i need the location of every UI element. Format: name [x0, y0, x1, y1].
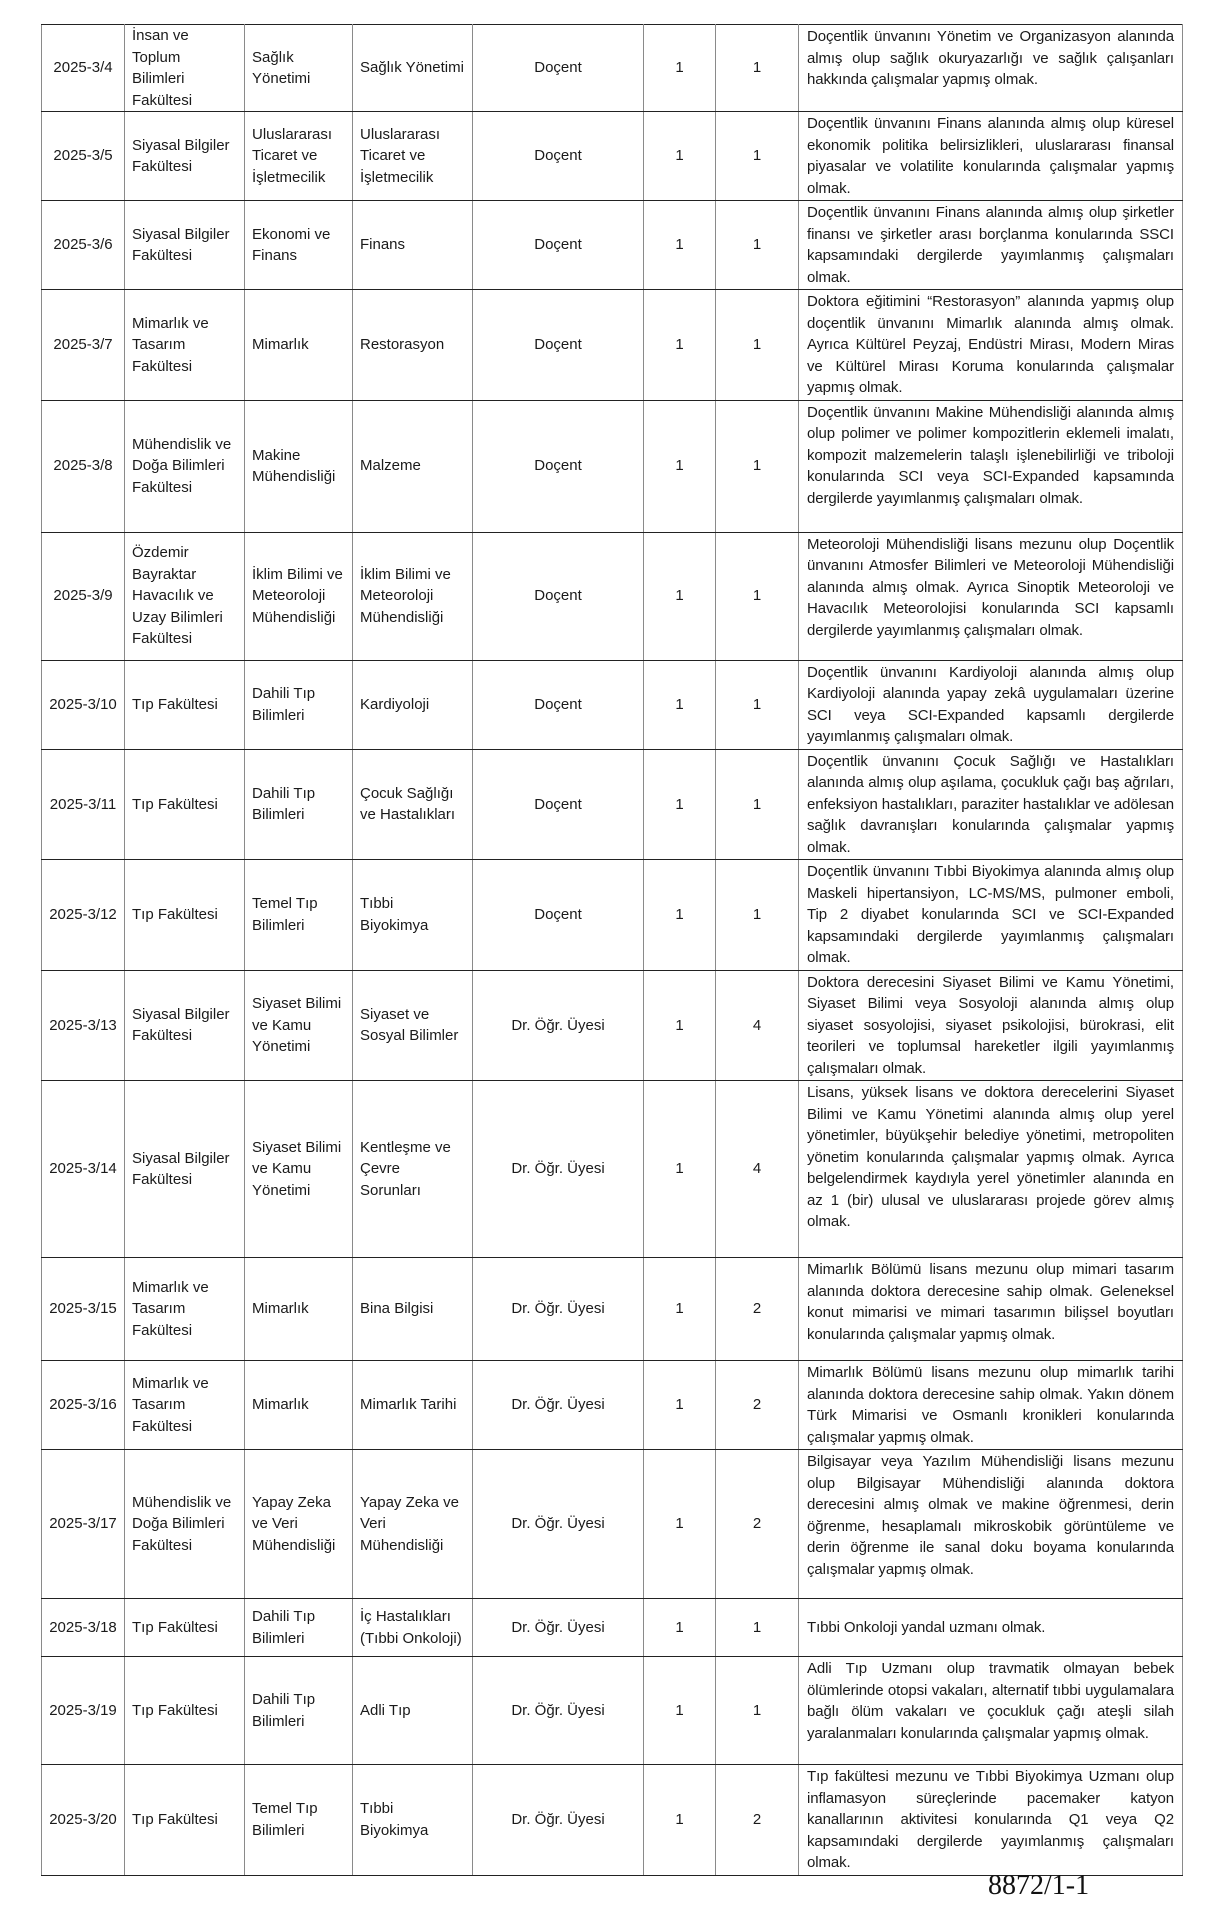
position-conditions: Adli Tıp Uzmanı olup travmatik olmayan bebek ölümlerinde otopsi vakaları, alternatif tıbbi uygulamalara bağlı ölüm vakaları ve çocukluk çağı ateşli silah yaralanmaları konularında çalışmalar yapmış olmak.	[799, 1657, 1183, 1765]
position-conditions: Mimarlık Bölümü lisans mezunu olup mimarlık tarihi alanında doktora derecesine sahip olmak. Yakın dönem Türk Mimarisi ve Osmanlı kronikleri konularında çalışmalar yapmış olmak.	[799, 1361, 1183, 1450]
academic-title: Dr. Öğr. Üyesi	[473, 1657, 644, 1765]
program-name: Siyaset ve Sosyal Bilimler	[353, 970, 473, 1081]
position-count-secondary: 1	[716, 400, 799, 532]
position-count: 1	[644, 1599, 716, 1657]
academic-title: Dr. Öğr. Üyesi	[473, 970, 644, 1081]
program-name: Tıbbi Biyokimya	[353, 860, 473, 971]
position-conditions: Doçentlik ünvanını Kardiyoloji alanında almış olup Kardiyoloji alanında yapay zekâ uygulamaları üzerine SCI veya SCI-Expanded kapsamlı dergilerde yayımlanmış çalışmaları olmak.	[799, 660, 1183, 749]
table-row	[42, 532, 1183, 660]
program-name: Finans	[353, 201, 473, 290]
program-name: Adli Tıp	[353, 1657, 473, 1765]
faculty-name: Tıp Fakültesi	[125, 1599, 245, 1657]
program-name: Kentleşme ve Çevre Sorunları	[353, 1081, 473, 1258]
position-code: 2025-3/14	[42, 1081, 125, 1258]
position-code: 2025-3/4	[42, 25, 125, 112]
position-count: 1	[644, 1258, 716, 1361]
table-row	[42, 1258, 1183, 1361]
department-name: İklim Bilimi ve Meteoroloji Mühendisliği	[245, 532, 353, 660]
faculty-name: Siyasal Bilgiler Fakültesi	[125, 1081, 245, 1258]
academic-title: Dr. Öğr. Üyesi	[473, 1258, 644, 1361]
position-count-secondary: 4	[716, 1081, 799, 1258]
position-conditions: Mimarlık Bölümü lisans mezunu olup mimari tasarım alanında doktora derecesine sahip olmak. Geleneksel konut mimarisi ve mimari tasarımın bilişsel boyutları konularında çalışmalar yapmış olmak.	[799, 1258, 1183, 1361]
faculty-name: Tıp Fakültesi	[125, 1657, 245, 1765]
position-conditions: Doçentlik ünvanını Çocuk Sağlığı ve Hastalıkları alanında almış olup aşılama, çocukluk çağı baş ağrıları, enfeksiyon hastalıkları, paraziter hastalıklar ve adölesan sağlık davranışları konularında çalışmalar yapmış olmak.	[799, 749, 1183, 860]
department-name: Yapay Zeka ve Veri Mühendisliği	[245, 1450, 353, 1599]
position-count-secondary: 1	[716, 660, 799, 749]
table-row	[42, 1450, 1183, 1599]
program-name: Kardiyoloji	[353, 660, 473, 749]
academic-title: Doçent	[473, 749, 644, 860]
academic-title: Doçent	[473, 112, 644, 201]
faculty-name: Tıp Fakültesi	[125, 860, 245, 971]
position-conditions: Doktora eğitimini “Restorasyon” alanında yapmış olup doçentlik ünvanını Mimarlık alanında almış olmak. Ayrıca Kültürel Peyzaj, Endüstri Mirası, Modern Miras ve Kültürel Mirası Koruma konularında çalışmalar yapmış olmak.	[799, 290, 1183, 401]
position-conditions: Bilgisayar veya Yazılım Mühendisliği lisans mezunu olup Bilgisayar Mühendisliği alanında doktora derecesini almış olmak ve makine öğrenmesi, derin öğrenme, hesaplamalı mikroskobik görüntüleme ve derin öğrenme ile sanal doku boyama konularında çalışmalar yapmış olmak.	[799, 1450, 1183, 1599]
faculty-name: Mimarlık ve Tasarım Fakültesi	[125, 1361, 245, 1450]
program-name: Yapay Zeka ve Veri Mühendisliği	[353, 1450, 473, 1599]
table-row	[42, 1361, 1183, 1450]
program-name: Uluslararası Ticaret ve İşletmecilik	[353, 112, 473, 201]
position-code: 2025-3/19	[42, 1657, 125, 1765]
position-count: 1	[644, 1657, 716, 1765]
position-conditions: Doçentlik ünvanını Yönetim ve Organizasyon alanında almış olup sağlık okuryazarlığı ve sağlık çalışanları hakkında çalışmalar yapmış olmak.	[799, 25, 1183, 112]
position-code: 2025-3/9	[42, 532, 125, 660]
table-row	[42, 201, 1183, 290]
position-code: 2025-3/13	[42, 970, 125, 1081]
position-count-secondary: 2	[716, 1765, 799, 1876]
program-name: Mimarlık Tarihi	[353, 1361, 473, 1450]
program-name: Bina Bilgisi	[353, 1258, 473, 1361]
department-name: Dahili Tıp Bilimleri	[245, 1599, 353, 1657]
faculty-name: Mühendislik ve Doğa Bilimleri Fakültesi	[125, 400, 245, 532]
position-code: 2025-3/11	[42, 749, 125, 860]
position-code: 2025-3/18	[42, 1599, 125, 1657]
position-count: 1	[644, 749, 716, 860]
program-name: Sağlık Yönetimi	[353, 25, 473, 112]
position-count-secondary: 1	[716, 749, 799, 860]
page-code: 8872/1-1	[988, 1870, 1090, 1901]
faculty-name: Tıp Fakültesi	[125, 1765, 245, 1876]
academic-title: Dr. Öğr. Üyesi	[473, 1361, 644, 1450]
faculty-name: Siyasal Bilgiler Fakültesi	[125, 112, 245, 201]
position-count: 1	[644, 290, 716, 401]
academic-title: Doçent	[473, 860, 644, 971]
department-name: Ekonomi ve Finans	[245, 201, 353, 290]
table-row	[42, 1081, 1183, 1258]
academic-title: Dr. Öğr. Üyesi	[473, 1599, 644, 1657]
department-name: Mimarlık	[245, 1258, 353, 1361]
department-name: Dahili Tıp Bilimleri	[245, 749, 353, 860]
position-conditions: Tıbbi Onkoloji yandal uzmanı olmak.	[799, 1599, 1183, 1657]
position-code: 2025-3/6	[42, 201, 125, 290]
position-count: 1	[644, 660, 716, 749]
department-name: Uluslararası Ticaret ve İşletmecilik	[245, 112, 353, 201]
position-code: 2025-3/15	[42, 1258, 125, 1361]
program-name: İç Hastalıkları (Tıbbi Onkoloji)	[353, 1599, 473, 1657]
academic-title: Doçent	[473, 400, 644, 532]
position-conditions: Doçentlik ünvanını Finans alanında almış olup küresel ekonomik politika belirsizlikleri, uluslararası finansal piyasalar ve volatilite konularında çalışmalar yapmış olmak.	[799, 112, 1183, 201]
position-conditions: Doktora derecesini Siyaset Bilimi ve Kamu Yönetimi, Siyaset Bilimi veya Sosyoloji alanında almış olup siyaset sosyolojisi, siyaset psikolojisi, bürokrasi, elit teorileri ve toplumsal hareketler ilgili yayımlanmış çalışmaları olmak.	[799, 970, 1183, 1081]
position-count-secondary: 4	[716, 970, 799, 1081]
program-name: Malzeme	[353, 400, 473, 532]
position-count-secondary: 1	[716, 290, 799, 401]
position-count-secondary: 2	[716, 1258, 799, 1361]
position-count: 1	[644, 1765, 716, 1876]
table-row	[42, 25, 1183, 112]
faculty-name: Özdemir Bayraktar Havacılık ve Uzay Bilimleri Fakültesi	[125, 532, 245, 660]
position-count-secondary: 2	[716, 1361, 799, 1450]
faculty-name: Mimarlık ve Tasarım Fakültesi	[125, 290, 245, 401]
table-row	[42, 1657, 1183, 1765]
positions-table	[41, 24, 1183, 1876]
academic-title: Doçent	[473, 660, 644, 749]
department-name: Sağlık Yönetimi	[245, 25, 353, 112]
table-row	[42, 660, 1183, 749]
position-code: 2025-3/12	[42, 860, 125, 971]
program-name: Tıbbi Biyokimya	[353, 1765, 473, 1876]
table-row	[42, 400, 1183, 532]
faculty-name: Mimarlık ve Tasarım Fakültesi	[125, 1258, 245, 1361]
program-name: Çocuk Sağlığı ve Hastalıkları	[353, 749, 473, 860]
position-count: 1	[644, 1081, 716, 1258]
academic-title: Doçent	[473, 532, 644, 660]
position-code: 2025-3/5	[42, 112, 125, 201]
position-conditions: Lisans, yüksek lisans ve doktora derecelerini Siyaset Bilimi ve Kamu Yönetimi alanında almış olup yerel yönetimler, büyükşehir belediye yönetimi, metropoliten yönetim konularında çalışmalar yapmış olmak. Ayrıca belgelendirmek kaydıyla yerel yönetimler alanında en az 1 (bir) ulusal ve uluslararası projede görev almış olmak.	[799, 1081, 1183, 1258]
table-row	[42, 112, 1183, 201]
faculty-name: Tıp Fakültesi	[125, 660, 245, 749]
table-row	[42, 290, 1183, 401]
position-count: 1	[644, 970, 716, 1081]
department-name: Mimarlık	[245, 290, 353, 401]
table-row	[42, 970, 1183, 1081]
department-name: Dahili Tıp Bilimleri	[245, 660, 353, 749]
program-name: Restorasyon	[353, 290, 473, 401]
position-count-secondary: 2	[716, 1450, 799, 1599]
faculty-name: Tıp Fakültesi	[125, 749, 245, 860]
position-count-secondary: 1	[716, 1657, 799, 1765]
position-code: 2025-3/20	[42, 1765, 125, 1876]
table-row	[42, 860, 1183, 971]
academic-title: Doçent	[473, 25, 644, 112]
position-count-secondary: 1	[716, 1599, 799, 1657]
position-count: 1	[644, 1361, 716, 1450]
position-code: 2025-3/8	[42, 400, 125, 532]
academic-title: Dr. Öğr. Üyesi	[473, 1081, 644, 1258]
position-conditions: Doçentlik ünvanını Tıbbi Biyokimya alanında almış olup Maskeli hipertansiyon, LC-MS/MS, pulmoner emboli, Tip 2 diyabet konularında SCI ve SCI-Expanded kapsamındaki dergilerde yayımlanmış çalışmaları olmak.	[799, 860, 1183, 971]
position-count-secondary: 1	[716, 25, 799, 112]
table-body	[42, 25, 1183, 1876]
position-count-secondary: 1	[716, 860, 799, 971]
table-row	[42, 749, 1183, 860]
department-name: Siyaset Bilimi ve Kamu Yönetimi	[245, 970, 353, 1081]
position-code: 2025-3/7	[42, 290, 125, 401]
faculty-name: Mühendislik ve Doğa Bilimleri Fakültesi	[125, 1450, 245, 1599]
department-name: Mimarlık	[245, 1361, 353, 1450]
table-row	[42, 1599, 1183, 1657]
department-name: Siyaset Bilimi ve Kamu Yönetimi	[245, 1081, 353, 1258]
position-count: 1	[644, 25, 716, 112]
academic-title: Doçent	[473, 290, 644, 401]
position-conditions: Doçentlik ünvanını Finans alanında almış olup şirketler finansı ve şirketler arası borçlanma konularında SSCI kapsamındaki dergilerde yayımlanmış çalışmaları olmak.	[799, 201, 1183, 290]
table-row	[42, 1765, 1183, 1876]
position-count-secondary: 1	[716, 532, 799, 660]
position-count: 1	[644, 201, 716, 290]
department-name: Temel Tıp Bilimleri	[245, 860, 353, 971]
position-count: 1	[644, 400, 716, 532]
position-count: 1	[644, 532, 716, 660]
position-count-secondary: 1	[716, 112, 799, 201]
position-conditions: Doçentlik ünvanını Makine Mühendisliği alanında almış olup polimer ve polimer kompozitlerin eklemeli imalatı, kompozit malzemelerin talaşlı işlenebilirliği ve triboloji konularında SCI veya SCI-Expanded kapsamında dergilerde yayımlanmış çalışmaları olmak.	[799, 400, 1183, 532]
position-conditions: Tıp fakültesi mezunu ve Tıbbi Biyokimya Uzmanı olup inflamasyon süreçlerinde pacemaker katyon kanallarının aktivitesi konularında Q1 veya Q2 kapsamındaki dergilerde yayımlanmış çalışmaları olmak.	[799, 1765, 1183, 1876]
program-name: İklim Bilimi ve Meteoroloji Mühendisliği	[353, 532, 473, 660]
academic-title: Dr. Öğr. Üyesi	[473, 1450, 644, 1599]
department-name: Dahili Tıp Bilimleri	[245, 1657, 353, 1765]
position-count-secondary: 1	[716, 201, 799, 290]
academic-title: Dr. Öğr. Üyesi	[473, 1765, 644, 1876]
academic-title: Doçent	[473, 201, 644, 290]
position-code: 2025-3/17	[42, 1450, 125, 1599]
position-conditions: Meteoroloji Mühendisliği lisans mezunu olup Doçentlik ünvanını Atmosfer Bilimleri ve Meteoroloji Mühendisliği alanında almış olmak. Ayrıca Sinoptik Meteoroloji ve Havacılık Meteorolojisi konularında SCI kapsamlı dergilerde yayımlanmış çalışmaları olmak.	[799, 532, 1183, 660]
department-name: Makine Mühendisliği	[245, 400, 353, 532]
faculty-name: Siyasal Bilgiler Fakültesi	[125, 201, 245, 290]
position-count: 1	[644, 1450, 716, 1599]
faculty-name: İnsan ve Toplum Bilimleri Fakültesi	[125, 25, 245, 112]
position-code: 2025-3/10	[42, 660, 125, 749]
position-count: 1	[644, 112, 716, 201]
department-name: Temel Tıp Bilimleri	[245, 1765, 353, 1876]
position-count: 1	[644, 860, 716, 971]
position-code: 2025-3/16	[42, 1361, 125, 1450]
faculty-name: Siyasal Bilgiler Fakültesi	[125, 970, 245, 1081]
